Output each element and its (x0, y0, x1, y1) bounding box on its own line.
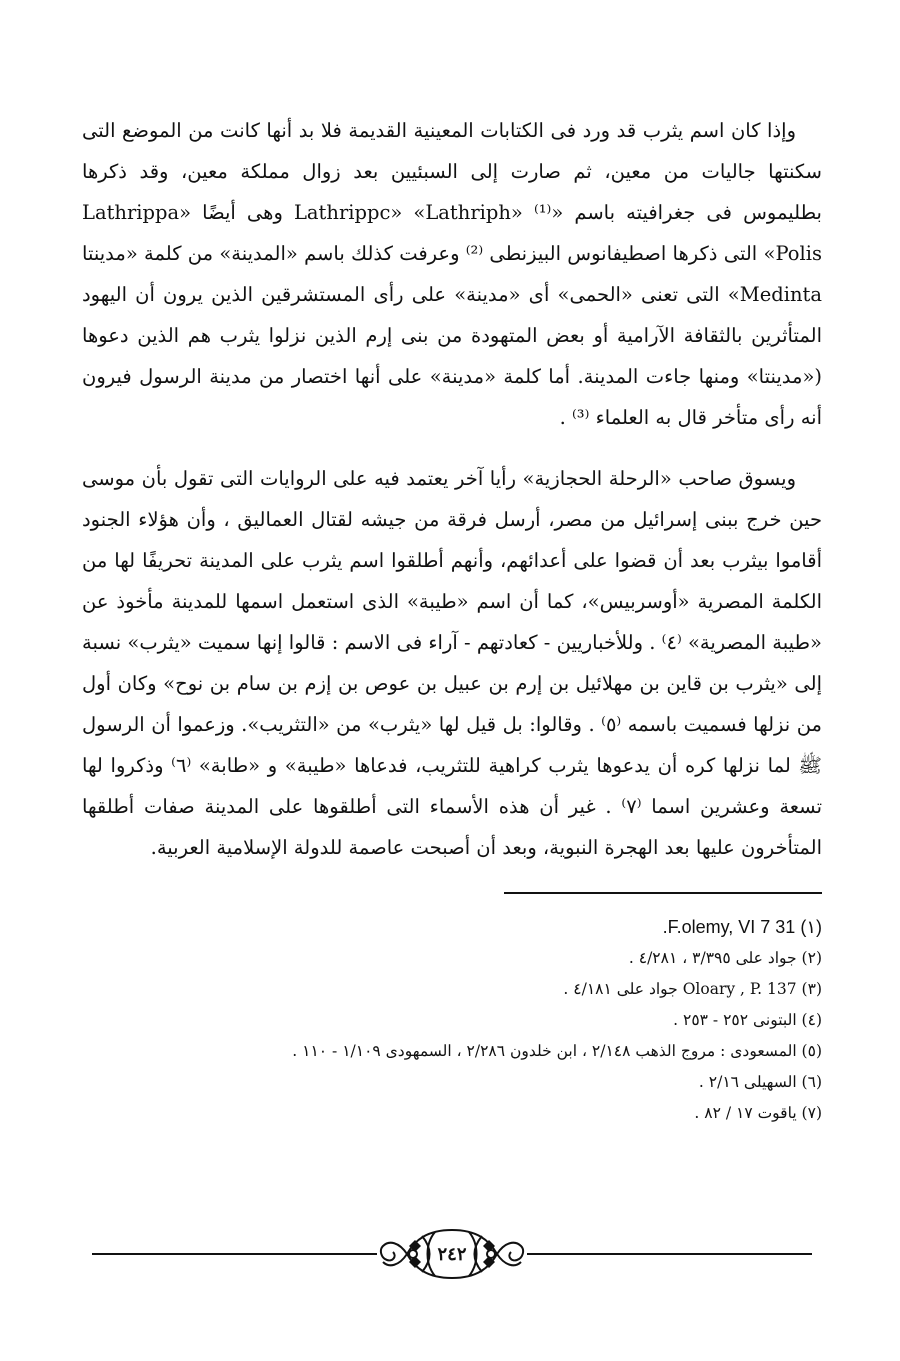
footnote-4: (٤) البتونى ٢٥٢ - ٢٥٣ . (673, 1011, 822, 1029)
footer-rule-right (527, 1253, 812, 1255)
page-number: ٢٤٢ (433, 1244, 470, 1265)
paragraph-1: وإذا كان اسم يثرب قد ورد فى الكتابات المعينية القديمة فلا بد أنها كانت من الموضع التى سكنتها جاليات من معين، ثم صارت إلى السبئيين بعد زوال مملكة معين، وقد ذكرها بطليموس فى جغرافيته باسم «Lathrippc» «Lathriph» ⁽¹⁾ وهى أيضًا «Lathrippa Polis» التى ذكرها اصطيفانوس البيزنطى ⁽²⁾ وعرفت كذلك باسم «المدينة» من كلمة «مدينتا Medinta» التى تعنى «الحمى» أى «مدينة» على رأى المستشرقين الذين يرون أن اليهود المتأثرين بالثقافة الآرامية أو بعض المتهودة من بنى إرم الذين نزلوا يثرب هم الذين دعوها («مدينتا» ومنها جاءت المدينة. أما كلمة «مدينة» على أنها اختصار من مدينة الرسول فيرون أنه رأى متأخر قال به العلماء ⁽³⁾ . (82, 119, 822, 429)
body-text (82, 110, 822, 868)
footnote-2: (٢) جواد على ٣/٣٩٥ ، ٤/٢٨١ . (628, 949, 822, 967)
footnote-3: (٣) Oloary , P. 137 جواد على ٤/١٨١ . (563, 980, 822, 998)
footnote-7: (٧) ياقوت ١٧ / ٨٢ . (694, 1104, 822, 1122)
page-footer (92, 1224, 812, 1284)
footnote-6: (٦) السهيلى ٢/١٦ . (698, 1073, 822, 1091)
footer-rule-left (92, 1253, 377, 1255)
footnote-separator (504, 892, 822, 894)
footnote-5: (٥) المسعودى : مروج الذهب ٢/١٤٨ ، ابن خلدون ٢/٢٨٦ ، السمهودى ١/١٠٩ - ١١٠ . (292, 1042, 822, 1060)
page-number-ornament (377, 1226, 527, 1282)
paragraph-2: ويسوق صاحب «الرحلة الحجازية» رأيا آخر يعتمد فيه على الروايات التى تقول بأن موسى حين خرج ببنى إسرائيل من مصر، أرسل فرقة من جيشه لقتال العماليق ، وأن هؤلاء الجنود أقاموا بيثرب بعد أن قضوا على أعدائهم، وأنهم أطلقوا اسم يثرب على المدينة تحريفًا لها من الكلمة المصرية «أوسربيس»، كما أن اسم «طيبة» الذى استعمل اسمها للمدينة مأخوذ عن «طيبة المصرية» ⁽٤⁾ . وللأخباريين - كعادتهم - آراء فى الاسم : قالوا إنها سميت «يثرب» نسبة إلى «يثرب بن قاين بن مهلائيل بن إرم بن عبيل بن عوص بن إزم بن سام بن نوح» وكان أول من نزلها فسميت باسمه ⁽٥⁾ . وقالوا: بل قيل لها «يثرب» من «التثريب». وزعموا أن الرسول ﷺ لما نزلها كره أن يدعوها يثرب كراهية للتثريب، فدعاها «طيبة» و «طابة» ⁽٦⁾ وذكروا لها تسعة وعشرين اسما ⁽٧⁾ . غير أن هذه الأسماء التى أطلقوها على المدينة صفات أطلقها المتأخرون عليها بعد الهجرة النبوية، وبعد أن أصبحت عاصمة للدولة الإسلامية العربية. (82, 467, 823, 859)
footnote-1: (١) F.olemy, VI 7 31. (662, 917, 822, 937)
footnotes (82, 912, 822, 1129)
